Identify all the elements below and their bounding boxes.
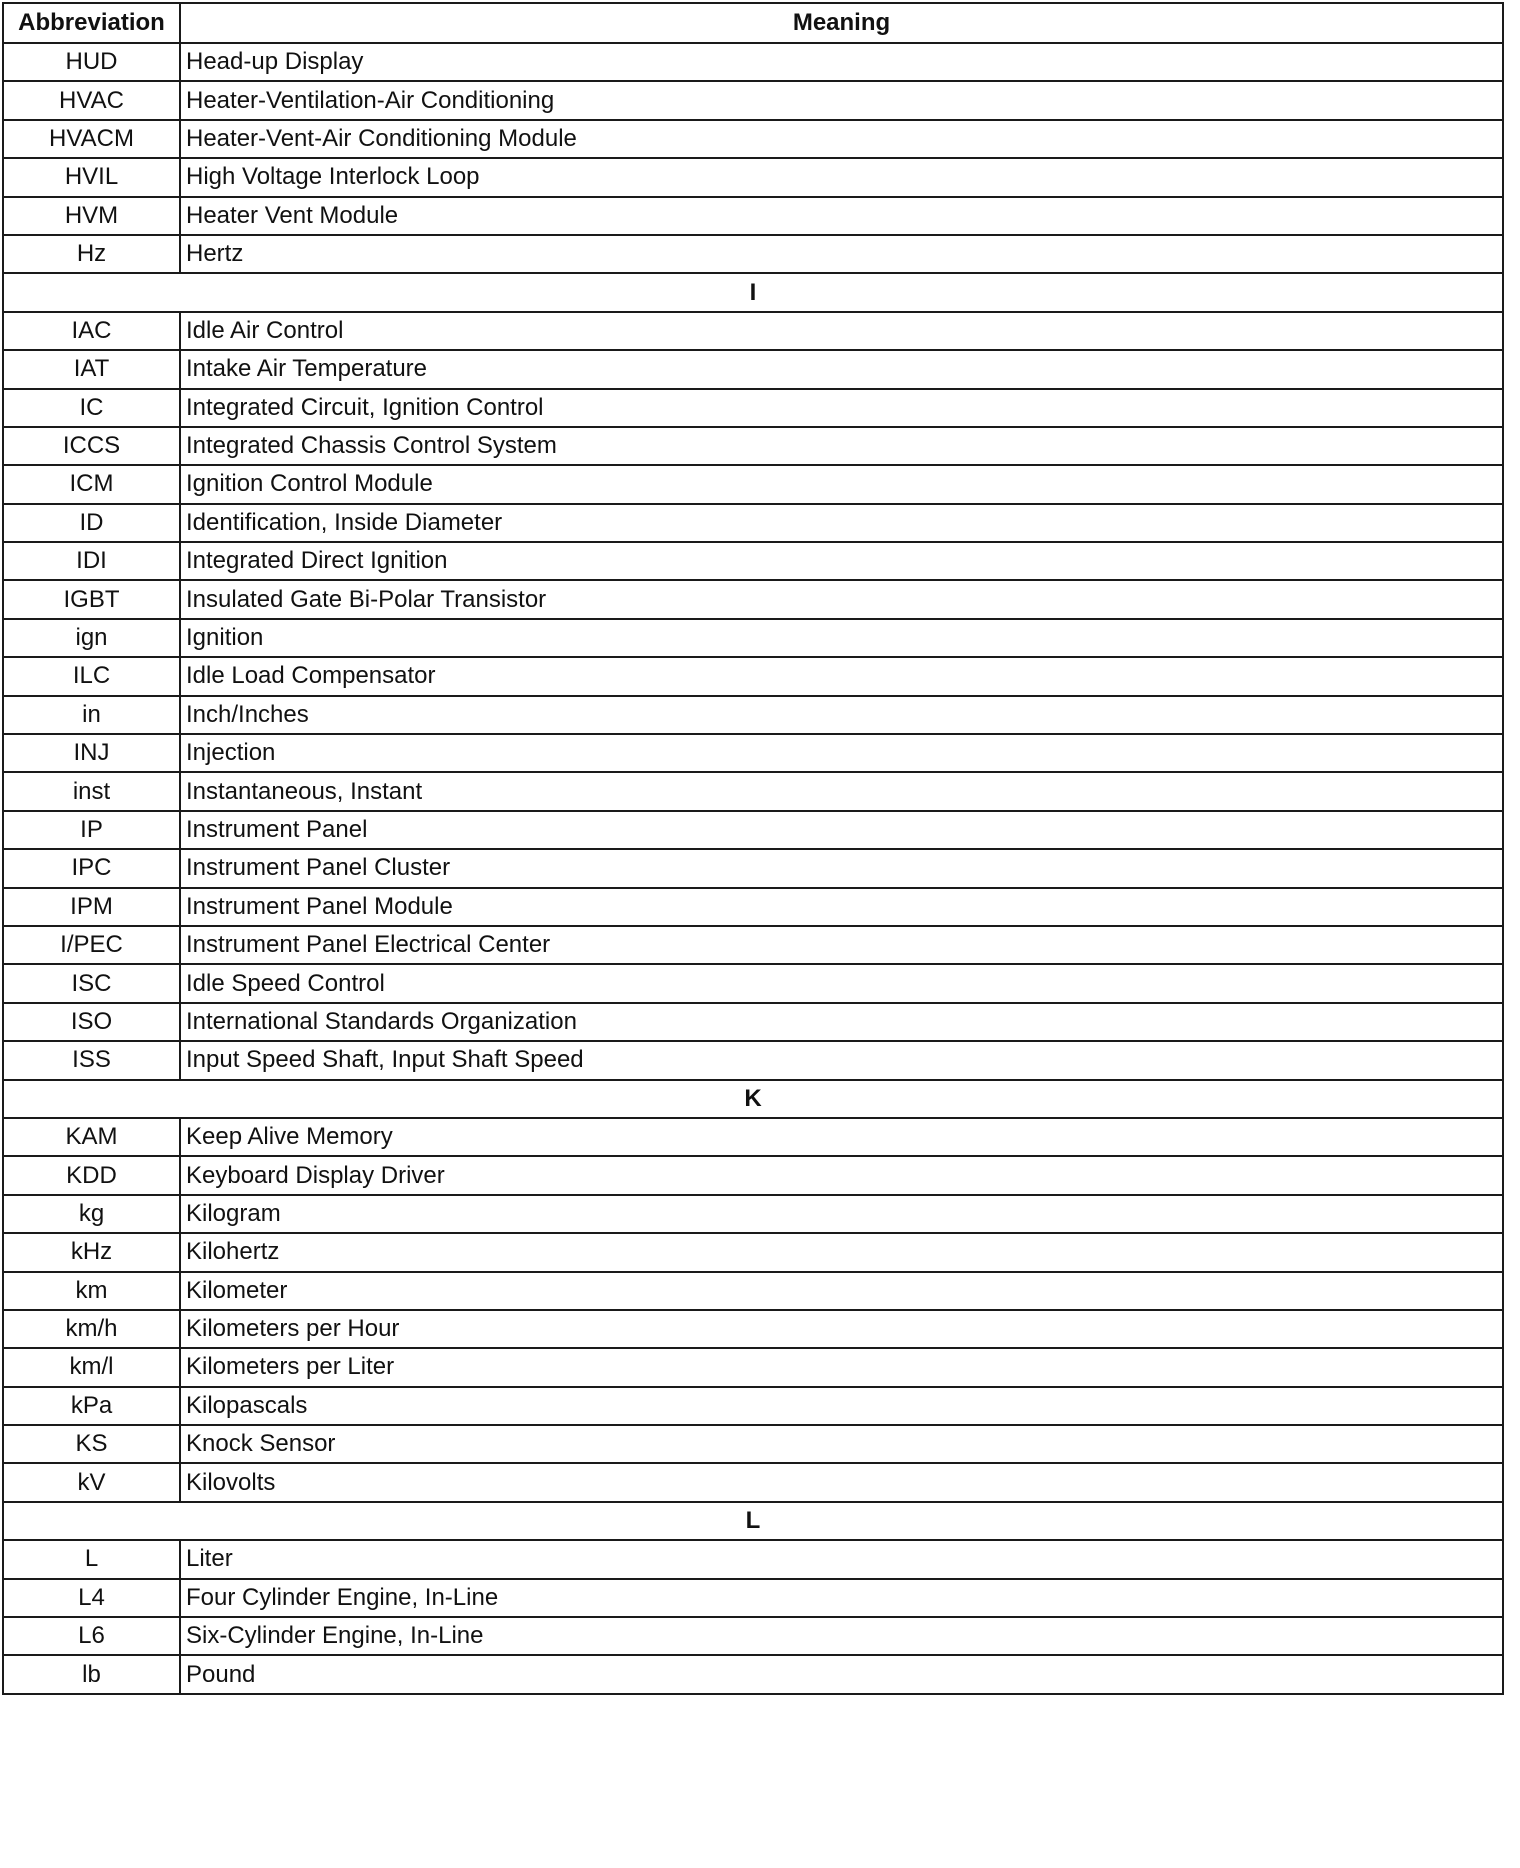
table-row: [3, 120, 1503, 158]
abbreviation-cell: IGBT: [3, 580, 180, 618]
table-header: [3, 3, 1503, 43]
table-row: [3, 1118, 1503, 1156]
meaning-cell: Instantaneous, Instant: [180, 772, 1503, 810]
meaning-cell: Kilometer: [180, 1272, 1503, 1310]
meaning-cell: Instrument Panel: [180, 811, 1503, 849]
abbreviation-cell: HVAC: [3, 81, 180, 119]
meaning-cell: International Standards Organization: [180, 1003, 1503, 1041]
table-row: [3, 1579, 1503, 1617]
abbreviation-cell: ISC: [3, 964, 180, 1002]
meaning-cell: Instrument Panel Cluster: [180, 849, 1503, 887]
meaning-cell: Four Cylinder Engine, In-Line: [180, 1579, 1503, 1617]
table-row: [3, 504, 1503, 542]
abbreviation-cell: L6: [3, 1617, 180, 1655]
table-row: [3, 1156, 1503, 1194]
table-row: [3, 1425, 1503, 1463]
table-row: [3, 158, 1503, 196]
table-row: [3, 1463, 1503, 1501]
table-row: [3, 465, 1503, 503]
abbreviation-cell: HVACM: [3, 120, 180, 158]
meaning-cell: Hertz: [180, 235, 1503, 273]
meaning-cell: Kilopascals: [180, 1387, 1503, 1425]
meaning-cell: Kilogram: [180, 1195, 1503, 1233]
meaning-cell: Head-up Display: [180, 43, 1503, 81]
table-row: [3, 427, 1503, 465]
table-row: [3, 696, 1503, 734]
meaning-cell: Liter: [180, 1540, 1503, 1578]
meaning-cell: Heater Vent Module: [180, 197, 1503, 235]
table-row: [3, 1310, 1503, 1348]
meaning-cell: Knock Sensor: [180, 1425, 1503, 1463]
abbreviation-cell: HUD: [3, 43, 180, 81]
abbreviation-cell: I/PEC: [3, 926, 180, 964]
table-row: [3, 849, 1503, 887]
abbreviation-cell: kV: [3, 1463, 180, 1501]
abbreviation-cell: inst: [3, 772, 180, 810]
meaning-cell: Idle Air Control: [180, 312, 1503, 350]
meaning-cell: Heater-Vent-Air Conditioning Module: [180, 120, 1503, 158]
table-row: [3, 657, 1503, 695]
abbreviation-cell: L4: [3, 1579, 180, 1617]
abbreviation-cell: km: [3, 1272, 180, 1310]
table-row: [3, 1540, 1503, 1578]
abbreviation-cell: KDD: [3, 1156, 180, 1194]
table-row: [3, 811, 1503, 849]
table-row: [3, 1233, 1503, 1271]
table-row: [3, 926, 1503, 964]
abbreviation-cell: INJ: [3, 734, 180, 772]
table-row: [3, 888, 1503, 926]
meaning-cell: Injection: [180, 734, 1503, 772]
abbreviation-cell: in: [3, 696, 180, 734]
table-row: [3, 235, 1503, 273]
abbreviation-cell: IAT: [3, 350, 180, 388]
abbreviation-table: [2, 2, 1504, 1695]
meaning-cell: Idle Load Compensator: [180, 657, 1503, 695]
abbreviation-cell: Hz: [3, 235, 180, 273]
meaning-cell: Instrument Panel Electrical Center: [180, 926, 1503, 964]
meaning-column-header: Meaning: [180, 3, 1503, 43]
meaning-cell: Integrated Direct Ignition: [180, 542, 1503, 580]
section-letter: L: [3, 1502, 1503, 1540]
abbreviation-cell: ILC: [3, 657, 180, 695]
table-row: [3, 1003, 1503, 1041]
table-row: [3, 1617, 1503, 1655]
table-row: [3, 619, 1503, 657]
table-row: [3, 389, 1503, 427]
table-row: [3, 1348, 1503, 1386]
abbreviation-cell: ISS: [3, 1041, 180, 1079]
abbreviation-cell: IP: [3, 811, 180, 849]
abbreviation-cell: KS: [3, 1425, 180, 1463]
abbreviation-column-header: Abbreviation: [3, 3, 180, 43]
abbreviation-cell: lb: [3, 1655, 180, 1693]
meaning-cell: Input Speed Shaft, Input Shaft Speed: [180, 1041, 1503, 1079]
meaning-cell: Keep Alive Memory: [180, 1118, 1503, 1156]
abbreviation-cell: IPC: [3, 849, 180, 887]
meaning-cell: Integrated Circuit, Ignition Control: [180, 389, 1503, 427]
table-row: [3, 1272, 1503, 1310]
meaning-cell: Intake Air Temperature: [180, 350, 1503, 388]
abbreviation-cell: HVIL: [3, 158, 180, 196]
abbreviation-cell: IDI: [3, 542, 180, 580]
table-row: [3, 964, 1503, 1002]
table-row: [3, 734, 1503, 772]
meaning-cell: Heater-Ventilation-Air Conditioning: [180, 81, 1503, 119]
table-row: [3, 43, 1503, 81]
meaning-cell: Kilovolts: [180, 1463, 1503, 1501]
abbreviation-cell: ID: [3, 504, 180, 542]
section-row: [3, 1080, 1503, 1118]
meaning-cell: Kilohertz: [180, 1233, 1503, 1271]
abbreviation-cell: IPM: [3, 888, 180, 926]
abbreviation-cell: ICM: [3, 465, 180, 503]
abbreviation-cell: ICCS: [3, 427, 180, 465]
table-row: [3, 197, 1503, 235]
meaning-cell: Pound: [180, 1655, 1503, 1693]
header-row: [3, 3, 1503, 43]
meaning-cell: Kilometers per Hour: [180, 1310, 1503, 1348]
meaning-cell: High Voltage Interlock Loop: [180, 158, 1503, 196]
table-row: [3, 1195, 1503, 1233]
abbreviation-cell: KAM: [3, 1118, 180, 1156]
meaning-cell: Ignition: [180, 619, 1503, 657]
table-row: [3, 772, 1503, 810]
abbreviation-cell: L: [3, 1540, 180, 1578]
abbreviation-cell: IC: [3, 389, 180, 427]
section-letter: I: [3, 273, 1503, 311]
table-body: [3, 43, 1503, 1694]
meaning-cell: Keyboard Display Driver: [180, 1156, 1503, 1194]
table-row: [3, 312, 1503, 350]
table-row: [3, 1041, 1503, 1079]
abbreviation-cell: ign: [3, 619, 180, 657]
table-row: [3, 1655, 1503, 1693]
abbreviation-cell: IAC: [3, 312, 180, 350]
abbreviation-cell: km/h: [3, 1310, 180, 1348]
meaning-cell: Insulated Gate Bi-Polar Transistor: [180, 580, 1503, 618]
section-row: [3, 1502, 1503, 1540]
abbreviation-cell: km/l: [3, 1348, 180, 1386]
abbreviation-cell: ISO: [3, 1003, 180, 1041]
meaning-cell: Inch/Inches: [180, 696, 1503, 734]
meaning-cell: Instrument Panel Module: [180, 888, 1503, 926]
table-row: [3, 580, 1503, 618]
meaning-cell: Ignition Control Module: [180, 465, 1503, 503]
meaning-cell: Kilometers per Liter: [180, 1348, 1503, 1386]
abbreviation-cell: HVM: [3, 197, 180, 235]
table-row: [3, 350, 1503, 388]
meaning-cell: Integrated Chassis Control System: [180, 427, 1503, 465]
section-row: [3, 273, 1503, 311]
meaning-cell: Idle Speed Control: [180, 964, 1503, 1002]
table-row: [3, 81, 1503, 119]
abbreviation-cell: kHz: [3, 1233, 180, 1271]
abbreviation-cell: kg: [3, 1195, 180, 1233]
abbreviation-cell: kPa: [3, 1387, 180, 1425]
meaning-cell: Six-Cylinder Engine, In-Line: [180, 1617, 1503, 1655]
table-row: [3, 542, 1503, 580]
table-row: [3, 1387, 1503, 1425]
section-letter: K: [3, 1080, 1503, 1118]
meaning-cell: Identification, Inside Diameter: [180, 504, 1503, 542]
